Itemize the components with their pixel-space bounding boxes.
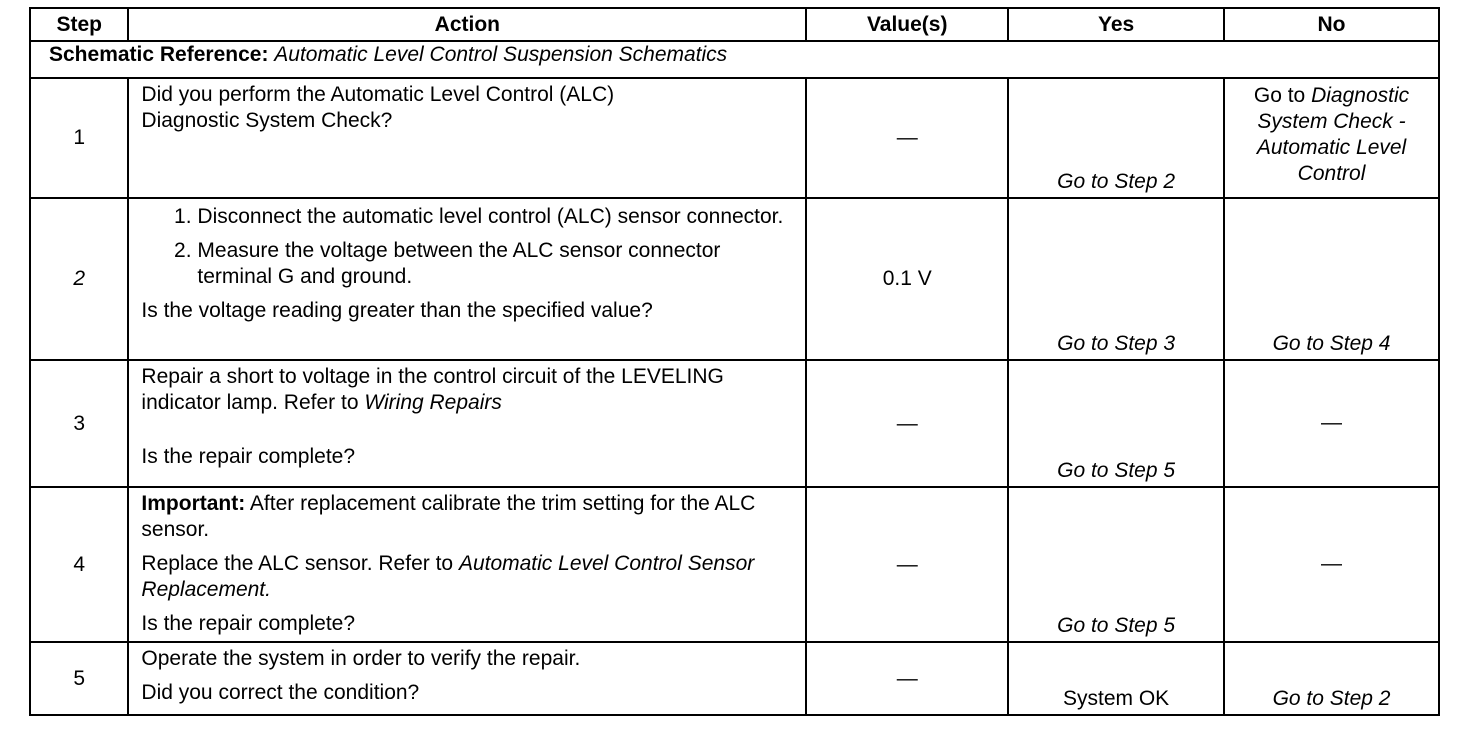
no-cell[interactable]: Go to Step 2 xyxy=(1224,642,1439,715)
action-cell xyxy=(128,642,806,715)
yes-cell[interactable]: System OK xyxy=(1008,642,1224,715)
yes-cell[interactable]: Go to Step 5 xyxy=(1008,360,1224,487)
no-cell[interactable]: Go to Step 4 xyxy=(1224,198,1439,360)
important-note xyxy=(141,491,797,543)
header-no: No xyxy=(1224,8,1439,41)
question-text: Is the voltage reading greater than the specified value? xyxy=(141,299,653,322)
value-cell: 0.1 V xyxy=(806,198,1008,360)
header-yes: Yes xyxy=(1008,8,1224,41)
header-step: Step xyxy=(30,8,128,41)
diagnostic-table xyxy=(29,7,1440,716)
procedure-list xyxy=(141,204,797,290)
question-text: Is the repair complete? xyxy=(141,612,356,635)
important-label: Important: xyxy=(141,492,246,515)
question-text: Did you correct the condition? xyxy=(141,681,420,704)
action-text: Operate the system in order to verify the repair. xyxy=(141,647,581,670)
no-prefix: Go to xyxy=(1253,84,1306,107)
list-item: 1. Disconnect the automatic level control (ALC) sensor connector. xyxy=(197,204,797,230)
header-action: Action xyxy=(128,8,806,41)
action-instruction: Repair a short to voltage in the control circuit of the LEVELING indicator lamp. Refer to xyxy=(141,365,724,414)
action-text xyxy=(141,364,797,416)
step-number: 5 xyxy=(30,642,128,715)
action-text: Diagnostic System Check? xyxy=(141,109,393,132)
table-row xyxy=(30,198,1439,360)
yes-cell[interactable]: Go to Step 5 xyxy=(1008,487,1224,642)
no-cell: — xyxy=(1224,360,1439,487)
yes-cell[interactable]: Go to Step 3 xyxy=(1008,198,1224,360)
value-cell: — xyxy=(806,360,1008,487)
action-cell xyxy=(128,78,806,198)
action-text xyxy=(141,551,797,603)
question-text: Is the repair complete? xyxy=(141,445,356,468)
schematic-reference-row xyxy=(30,41,1439,78)
step-number: 2 xyxy=(30,198,128,360)
step-number: 3 xyxy=(30,360,128,487)
value-cell: — xyxy=(806,642,1008,715)
action-cell xyxy=(128,487,806,642)
no-cell[interactable] xyxy=(1224,78,1439,198)
no-cell: — xyxy=(1224,487,1439,642)
important-text: After replacement calibrate the trim setting for the ALC sensor. xyxy=(141,492,756,541)
reference-link[interactable]: Automatic Level Control Sensor Replacement. xyxy=(141,552,755,601)
action-cell xyxy=(128,360,806,487)
schematic-reference xyxy=(30,41,1439,78)
value-cell: — xyxy=(806,78,1008,198)
table-row xyxy=(30,642,1439,715)
reference-link[interactable]: Wiring Repairs xyxy=(364,391,502,414)
table-row xyxy=(30,487,1439,642)
header-values: Value(s) xyxy=(806,8,1008,41)
list-item: 2. Measure the voltage between the ALC sensor connector terminal G and ground. xyxy=(197,238,797,290)
yes-cell[interactable]: Go to Step 2 xyxy=(1008,78,1224,198)
table-row xyxy=(30,360,1439,487)
value-cell: — xyxy=(806,487,1008,642)
no-link[interactable]: Diagnostic System Check - Automatic Level Control xyxy=(1256,84,1410,185)
action-instruction: Replace the ALC sensor. Refer to xyxy=(141,552,454,575)
header-row xyxy=(30,8,1439,41)
schematic-reference-link[interactable]: Automatic Level Control Suspension Schematics xyxy=(274,43,728,66)
action-cell xyxy=(128,198,806,360)
table-row xyxy=(30,78,1439,198)
action-text: Did you perform the Automatic Level Control (ALC) xyxy=(141,83,615,106)
step-number: 1 xyxy=(30,78,128,198)
step-number: 4 xyxy=(30,487,128,642)
schematic-reference-label: Schematic Reference: xyxy=(49,43,269,66)
